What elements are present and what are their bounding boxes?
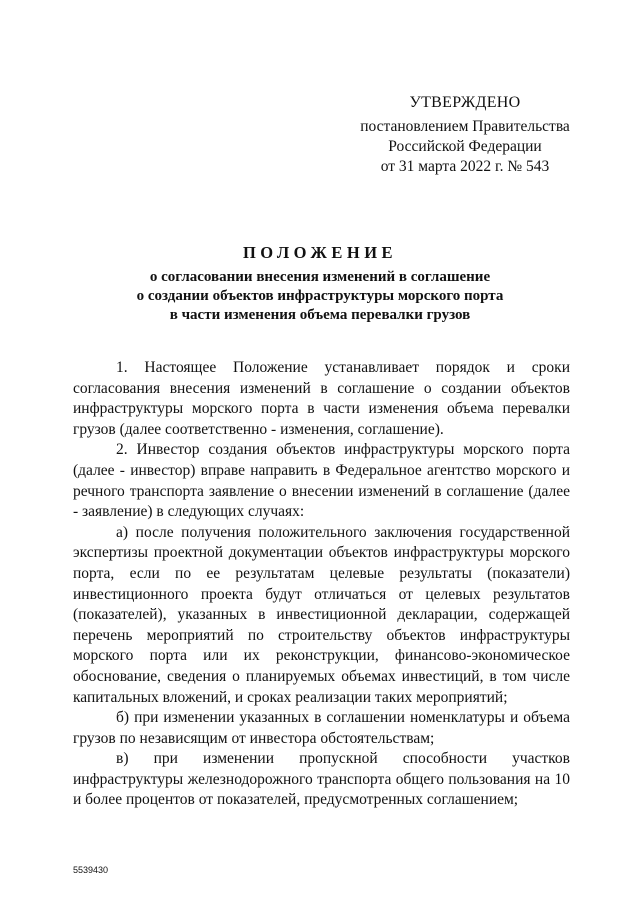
paragraph-2: 2. Инвестор создания объектов инфраструктуры морского порта (далее - инвестор) вправе направить в Федеральное агентство морского и речного транспорта заявление о внесении изменений в соглашение (далее - заявление) в следующих случаях: — [73, 441, 570, 521]
approval-date-number: от 31 марта 2022 г. № 543 — [380, 158, 550, 175]
paragraph-2b: б) при изменении указанных в соглашении номенклатуры и объема грузов по независящим от инвестора обстоятельствам; — [73, 709, 570, 747]
subtitle-line: в части изменения объема перевалки грузов — [169, 307, 471, 323]
paragraph-2a: а) после получения положительного заключения государственной экспертизы проектной документации объектов инфраструктуры морского порта, если по ее результатам целевые результаты (показатели) инвестиционного проекта будут отличаться от целевых результатов (показателей), указанных в инвестиционной декларации, содержащей перечень мероприятий по строительству объектов инфраструктуры морского порта или их реконструкции, финансово-экономическое обоснование, сведения о планируемых объемах инвестиций, в том числе капитальных вложений, и сроках реализации таких мероприятий; — [73, 523, 570, 706]
approval-line: постановлением Правительства — [360, 118, 570, 135]
approval-line: Российской Федерации — [388, 138, 542, 155]
document-body — [73, 358, 570, 811]
paragraph-1: 1. Настоящее Положение устанавливает порядок и сроки согласования внесения изменений в соглашение о создании объектов инфраструктуры морского порта в части изменения объема перевалки грузов (далее соответственно - изменения, соглашение). — [73, 359, 570, 438]
subtitle-line: о согласовании внесения изменений в соглашение — [149, 269, 491, 285]
approval-stamp: УТВЕРЖДЕНО — [409, 94, 521, 111]
document-subtitle — [0, 268, 640, 325]
paragraph-2c: в) при изменении пропускной способности участков инфраструктуры железнодорожного транспорта общего пользования на 10 и более процентов от показателей, предусмотренных соглашением; — [73, 750, 570, 809]
approval-block — [345, 93, 585, 177]
subtitle-line: о создании объектов инфраструктуры морского порта — [136, 288, 504, 304]
document-title: ПОЛОЖЕНИЕ — [242, 243, 398, 262]
document-number: 5539430 — [73, 865, 109, 875]
